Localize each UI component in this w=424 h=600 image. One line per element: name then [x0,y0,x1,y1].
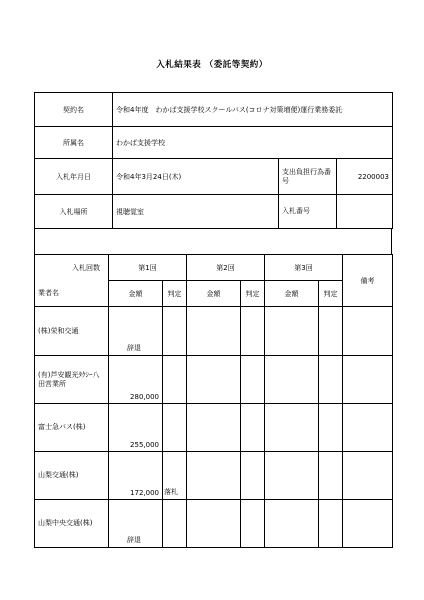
round-3-header: 第3回 [265,255,343,281]
round-3-judgment [319,356,343,404]
remarks-cell [343,356,393,404]
remarks-header: 備考 [343,255,393,307]
round-3-judgment [319,500,343,548]
company-name: 富士急バス(株) [35,404,109,452]
bid-number-value [337,195,393,229]
bid-place-label: 入札場所 [35,195,113,229]
round-1-judgment [163,356,187,404]
round-1-judgment [163,307,187,356]
round-2-judgment [241,452,265,500]
round-2-judgment [241,500,265,548]
company-name: 山梨中央交通(株) [35,500,109,548]
round-2-amount [187,356,241,404]
table-row [35,404,393,452]
round-1-header: 第1回 [109,255,187,281]
remarks-cell [343,404,393,452]
round-1-judgment-header: 判定 [163,281,187,307]
expense-number-label: 支出負担行為番号 [279,159,337,195]
bidder-label: 業者名 [35,281,109,307]
contract-info-table [34,92,393,229]
round-3-amount [265,404,319,452]
contract-name-row [35,93,393,127]
round-3-amount-header: 金額 [265,281,319,307]
company-name: (有)芦安観光ﾀｸｼｰ八田営業所 [35,356,109,404]
round-3-judgment [319,452,343,500]
round-2-header: 第2回 [187,255,265,281]
round-2-amount [187,307,241,356]
round-1-amount: 辞退 [109,307,163,356]
bid-place-value: 視聴覚室 [113,195,279,229]
round-3-amount [265,500,319,548]
round-2-amount [187,452,241,500]
round-1-amount: 172,000 [109,452,163,500]
round-1-judgment: 落札 [163,452,187,500]
round-2-judgment-header: 判定 [241,281,265,307]
round-3-judgment [319,404,343,452]
round-2-amount [187,404,241,452]
round-1-judgment [163,500,187,548]
round-3-amount [265,356,319,404]
round-1-amount: 255,000 [109,404,163,452]
bid-number-label: 入札番号 [279,195,337,229]
table-row [35,500,393,548]
round-2-judgment [241,404,265,452]
office-row [35,127,393,159]
round-3-amount [265,307,319,356]
bid-results-table [34,254,393,548]
company-name: 山梨交通(株) [35,452,109,500]
contract-name-label: 契約名 [35,93,113,127]
table-row [35,307,393,356]
round-3-judgment-header: 判定 [319,281,343,307]
bid-date-row [35,159,393,195]
bid-place-row [35,195,393,229]
round-3-judgment [319,307,343,356]
section-spacer [34,228,392,254]
company-name: (株)栄和交通 [35,307,109,356]
round-2-amount [187,500,241,548]
document-title: 入札結果表 （委託等契約） [156,60,268,70]
round-1-amount: 280,000 [109,356,163,404]
table-row [35,356,393,404]
bid-date-value: 令和4年3月24日(木) [113,159,279,195]
column-header-row [35,281,393,307]
remarks-cell [343,452,393,500]
round-1-amount: 辞退 [109,500,163,548]
round-1-judgment [163,404,187,452]
bid-date-label: 入札年月日 [35,159,113,195]
round-1-amount-header: 金額 [109,281,163,307]
round-count-label: 入札回数 [35,255,109,281]
round-2-judgment [241,356,265,404]
round-2-amount-header: 金額 [187,281,241,307]
remarks-cell [343,307,393,356]
contract-name-value: 令和4年度 わかば支援学校スクールバス(コロナ対策増便)運行業務委託 [113,93,393,127]
office-label: 所属名 [35,127,113,159]
round-header-row [35,255,393,281]
expense-number-value: 2200003 [337,159,393,195]
office-value: わかば支援学校 [113,127,393,159]
remarks-cell [343,500,393,548]
round-2-judgment [241,307,265,356]
table-row [35,452,393,500]
round-3-amount [265,452,319,500]
